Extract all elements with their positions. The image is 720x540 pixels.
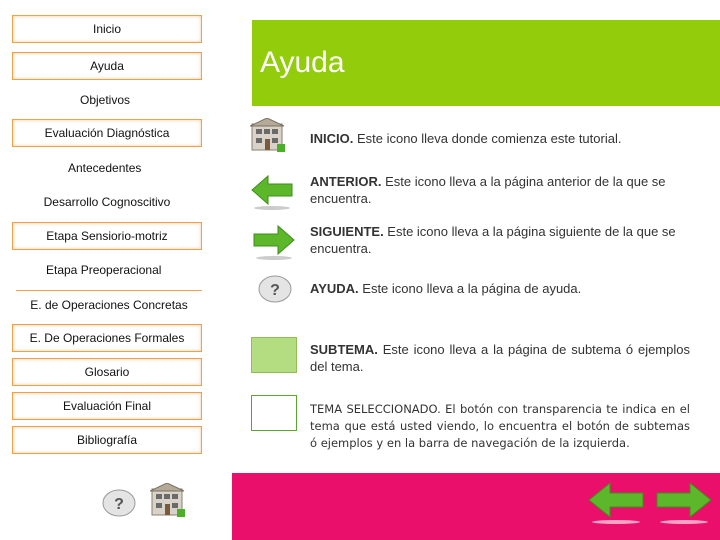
help-inicio-text (310, 130, 690, 147)
help-seleccionado-text: TEMA SELECCIONADO. El botón con transparencia te indica en el tema que está usted viendo, lo encuentra el botón de subtemas ó ejemplos y en la barra de navegación de la izquierda. (310, 402, 690, 450)
help-subtema-text (310, 341, 690, 375)
help-question-icon (256, 272, 294, 308)
nav-objetivos-item[interactable] (80, 93, 130, 107)
nav-desarrollo-cognoscitivo-button[interactable] (12, 188, 202, 216)
nav-antecedentes-label: Antecedentes (68, 161, 142, 175)
nav-etapa-sensoriomotriz-label: Etapa Sensiorio-motriz (46, 229, 168, 243)
help-anterior-text (310, 173, 690, 207)
help-ayuda-text (310, 280, 690, 297)
help-siguiente-desc: Este icono lleva a la página siguiente de la que se encuentra. (310, 224, 676, 256)
page-title: Ayuda (260, 46, 345, 79)
home-button-icon (150, 483, 186, 519)
nav-evaluacion-final-label: Evaluación Final (62, 399, 152, 413)
nav-operaciones-formales-button[interactable] (12, 324, 202, 352)
title-banner (252, 20, 720, 106)
tema-seleccionado-swatch-icon (251, 395, 297, 431)
help-question-glyph: ? (270, 282, 280, 299)
help-subtema-desc: Este icono lleva a la página de subtema ó ejemplos del tema. (310, 342, 690, 374)
help-anterior-desc: Este icono lleva a la página anterior de la que se encuentra. (310, 174, 666, 206)
arrow-right-icon (252, 222, 296, 262)
nav-inicio-label: Inicio (92, 22, 121, 36)
nav-objetivos-label: Objetivos (80, 93, 131, 107)
nav-operaciones-concretas-button[interactable] (16, 290, 202, 318)
nav-bibliografia-button[interactable] (12, 426, 202, 454)
nav-evaluacion-final-button[interactable] (12, 392, 202, 420)
help-inicio-desc: Este icono lleva donde comienza este tutorial. (353, 131, 622, 146)
nav-operaciones-formales-label: E. De Operaciones Formales (29, 331, 185, 345)
nav-evaluacion-diagnostica-button[interactable] (12, 119, 202, 147)
help-siguiente-term: SIGUIENTE. (310, 224, 384, 239)
nav-glosario-label: Glosario (84, 365, 130, 379)
nav-evaluacion-diagnostica-label: Evaluación Diagnóstica (44, 126, 170, 140)
nav-antecedentes-item[interactable] (68, 161, 141, 175)
help-siguiente-text (310, 223, 690, 257)
help-anterior-term: ANTERIOR. (310, 174, 382, 189)
bottom-help-glyph: ? (114, 496, 124, 513)
help-ayuda-term: AYUDA. (310, 281, 359, 296)
bottom-home-button[interactable] (150, 483, 186, 519)
help-ayuda-desc: Este icono lleva a la página de ayuda. (358, 281, 582, 296)
help-inicio-term: INICIO. (310, 131, 354, 146)
bottom-help-button[interactable] (100, 486, 138, 522)
nav-ayuda-button[interactable] (12, 52, 202, 80)
previous-arrow-icon (586, 480, 646, 526)
previous-page-button[interactable] (586, 480, 646, 526)
arrow-left-icon (250, 172, 294, 212)
nav-bibliografia-label: Bibliografía (76, 433, 138, 447)
nav-ayuda-label: Ayuda (90, 59, 124, 73)
home-icon (250, 118, 286, 154)
nav-glosario-button[interactable] (12, 358, 202, 386)
help-button-question-icon (100, 486, 138, 522)
nav-inicio-button[interactable] (12, 15, 202, 43)
help-subtema-term: SUBTEMA. (310, 342, 378, 357)
nav-etapa-sensoriomotriz-button[interactable] (12, 222, 202, 250)
subtema-swatch-icon (251, 337, 297, 373)
nav-etapa-preoperacional-item[interactable] (46, 263, 161, 277)
next-page-button[interactable] (654, 480, 714, 526)
nav-operaciones-concretas-label: E. de Operaciones Concretas (30, 297, 188, 312)
nav-etapa-preoperacional-label: Etapa Preoperacional (46, 263, 162, 277)
next-arrow-icon (654, 480, 714, 526)
nav-desarrollo-cognoscitivo-label: Desarrollo Cognoscitivo (43, 195, 171, 209)
